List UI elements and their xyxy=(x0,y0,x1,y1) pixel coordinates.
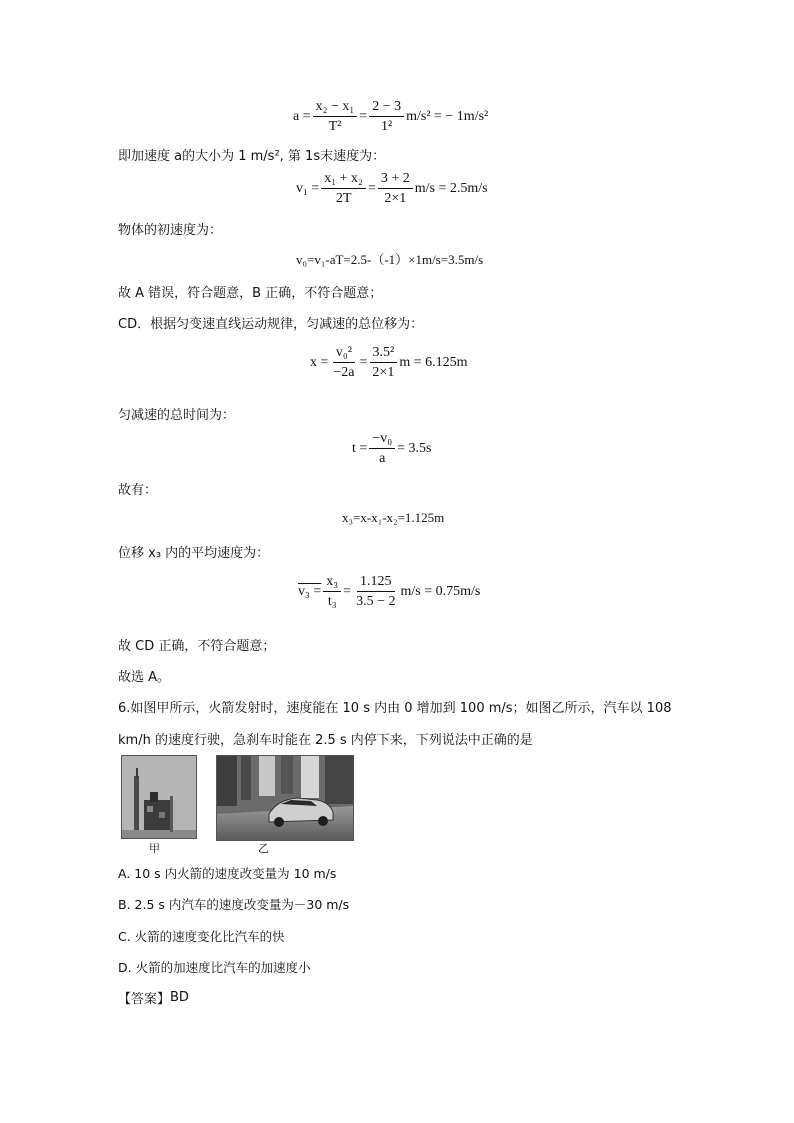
eq-rhs: m/s² = − 1m/s² xyxy=(406,108,489,124)
rocket-launch-image xyxy=(121,755,197,839)
denominator: 2T xyxy=(335,191,352,206)
numerator: 3.5² xyxy=(370,344,398,363)
fraction xyxy=(330,344,357,381)
equation-v0: v₀=v₁-aT=2.5-（-1）×1m/s=3.5m/s xyxy=(296,252,484,267)
numerator: 2 − 3 xyxy=(369,98,404,117)
denominator: 2×1 xyxy=(372,365,395,380)
text-line: 故 A 错误，符合题意，B 正确，不符合题意； xyxy=(118,286,383,301)
numerator: v₀² xyxy=(333,344,355,363)
answer-value: BD xyxy=(170,990,189,1005)
car-icon xyxy=(217,756,353,840)
eq-rhs: m/s = 2.5m/s xyxy=(414,180,488,196)
denominator: −2a xyxy=(333,365,355,380)
text-line: CD．根据匀变速直线运动规律，匀减速的总位移为： xyxy=(118,317,424,332)
fraction xyxy=(323,573,341,610)
rocket-icon xyxy=(122,756,196,838)
text-line: 故有： xyxy=(118,483,158,498)
numerator: x₃ xyxy=(323,573,341,592)
denominator: 3.5 − 2 xyxy=(356,594,396,609)
denominator: a xyxy=(379,451,386,466)
fraction xyxy=(321,170,366,207)
eq-rhs: = 3.5s xyxy=(397,440,432,456)
numerator: x₁ + x₂ xyxy=(321,170,366,189)
numerator: x₂ − x₁ xyxy=(313,98,358,117)
eq-rhs: m/s = 0.75m/s xyxy=(400,583,481,599)
text-line: 匀减速的总时间为： xyxy=(118,408,236,423)
option-d: D. 火箭的加速度比汽车的加速度小 xyxy=(118,960,311,975)
figure-caption: 乙 xyxy=(258,842,269,855)
option-b: B. 2.5 s 内汽车的速度改变量为－30 m/s xyxy=(118,897,350,912)
eq-lhs: a = xyxy=(293,108,311,124)
numerator: 1.125 xyxy=(357,573,395,592)
text-line: 即加速度 a的大小为 1 m/s², 第 1s末速度为： xyxy=(118,149,386,164)
text-line: 物体的初速度为： xyxy=(118,223,223,238)
equation-v1 xyxy=(296,170,488,207)
eq-rhs: m = 6.125m xyxy=(399,354,468,370)
equation-displacement xyxy=(310,344,468,381)
eq-sign: = xyxy=(343,583,352,599)
equation-time xyxy=(352,430,431,467)
answer-line xyxy=(118,988,189,1007)
denominator: 2×1 xyxy=(384,191,407,206)
eq-lhs: v₃ = xyxy=(298,583,322,599)
numerator: 3 + 2 xyxy=(378,170,413,189)
eq-lhs: t = xyxy=(352,440,368,456)
fraction xyxy=(369,98,404,135)
eq-sign: = xyxy=(359,354,368,370)
denominator: 1² xyxy=(381,119,393,134)
fraction xyxy=(369,344,397,381)
eq-lhs: v₁ = xyxy=(296,180,320,196)
numerator: −v₀ xyxy=(369,430,395,449)
eq-lhs: x = xyxy=(310,354,329,370)
equation-x3: x₃=x-x₁-x₂=1.125m xyxy=(342,510,445,525)
text-line: 故 CD 正确，不符合题意； xyxy=(118,639,276,654)
option-c: C. 火箭的速度变化比汽车的快 xyxy=(118,929,285,944)
question-text: 6.如图甲所示，火箭发射时，速度能在 10 s 内由 0 增加到 100 m/s；如图乙所示，汽车以 108 xyxy=(118,701,672,716)
answer-label: 【答案】 xyxy=(118,992,171,1007)
fraction xyxy=(378,170,413,207)
eq-sign: = xyxy=(367,180,376,196)
equation-average-velocity xyxy=(298,573,480,610)
text-line: 故选 A。 xyxy=(118,670,171,685)
car-image xyxy=(216,755,354,841)
fraction xyxy=(369,430,395,467)
option-a: A. 10 s 内火箭的速度改变量为 10 m/s xyxy=(118,866,337,881)
denominator: T² xyxy=(328,119,342,134)
fraction xyxy=(313,98,358,135)
question-text: km/h 的速度行驶，急刹车时能在 2.5 s 内停下来，下列说法中正确的是 xyxy=(118,733,533,748)
text-line: 位移 x₃ 内的平均速度为： xyxy=(118,546,270,561)
fraction xyxy=(353,573,398,610)
figure-caption: 甲 xyxy=(149,842,160,855)
denominator: t₃ xyxy=(327,594,337,609)
equation-acceleration xyxy=(293,98,488,135)
eq-sign: = xyxy=(359,108,368,124)
